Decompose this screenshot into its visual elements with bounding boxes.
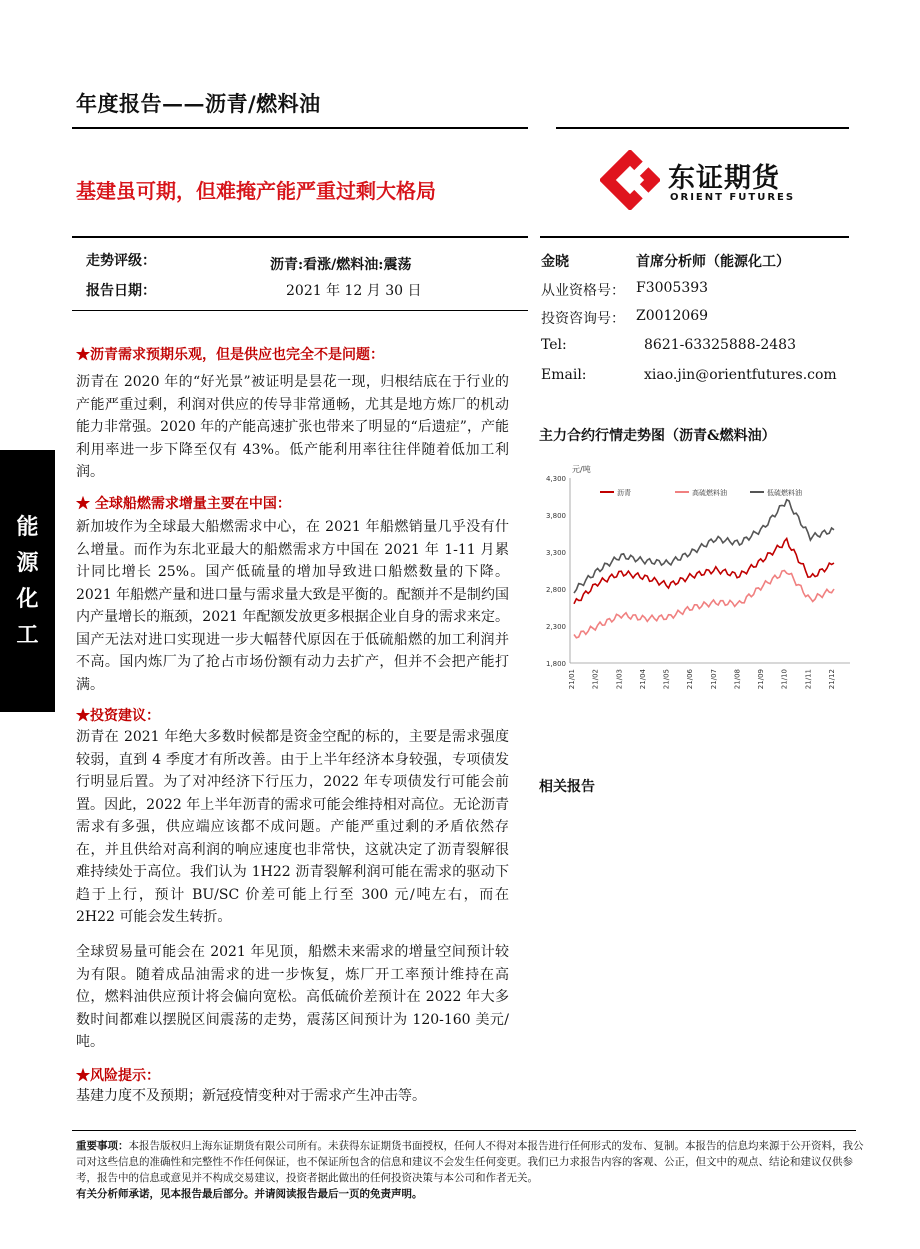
tel-value: 8621-63325888-2483 (644, 337, 796, 353)
y-tick-label: 1,800 (545, 660, 566, 668)
y-tick-label: 2,800 (545, 586, 566, 594)
header-rule-left (72, 127, 528, 129)
email-label: Email: (541, 367, 587, 383)
section-3-body-2: 全球贸易量可能会在 2021 年见顶，船燃未来需求的增量空间预计较为有限。随着成品油需求的进一步恢复，炼厂开工率预计维持在高位，燃料油供应预计将会偏向宽松。高低硫价差预计在 2022 年大多数时间都难以摆脱区间震荡的走势，震荡区间预计为 120-160 美元/吨。 (76, 944, 509, 1050)
license-label: 从业资格号： (541, 283, 625, 299)
x-tick-label: 21/10 (780, 669, 789, 690)
x-tick-label: 21/07 (709, 669, 718, 690)
date-value: 2021 年 12 月 30 日 (286, 283, 422, 299)
report-type: 年度报告——沥青/燃料油 (76, 91, 321, 116)
tel-label: Tel: (541, 337, 567, 353)
x-tick-label: 21/12 (828, 669, 836, 690)
series-line-2 (574, 571, 834, 638)
consult-label: 投资咨询号： (541, 311, 625, 327)
price-chart (530, 458, 860, 698)
disclaimer-label: 重要事项： (76, 1140, 129, 1152)
x-tick-label: 21/03 (615, 669, 624, 690)
section-4-heading: ★风险提示： (76, 1068, 160, 1084)
email-value: xiao.jin@orientfutures.com (644, 367, 837, 383)
y-unit-label: 元/吨 (572, 465, 591, 474)
x-tick-label: 21/09 (757, 669, 766, 690)
series-line-1 (574, 539, 834, 604)
price-chart-svg (530, 458, 860, 698)
x-tick-label: 21/08 (733, 669, 742, 690)
section-4-body: 基建力度不及预期；新冠疫情变种对于需求产生冲击等。 (76, 1088, 426, 1104)
side-tab-char: 源 (16, 550, 39, 576)
chart-title: 主力合约行情走势图（沥青&燃料油） (539, 428, 776, 444)
series-line-3 (574, 500, 834, 593)
rating-value: 沥青:看涨/燃料油:震荡 (270, 257, 412, 273)
x-tick-label: 21/05 (662, 669, 671, 690)
meta-rule-right (540, 236, 849, 238)
side-tab-char: 能 (16, 514, 39, 540)
meta-rule-bottom (72, 310, 528, 311)
sector-side-tab (0, 450, 55, 712)
disclaimer-last-line: 有关分析师承诺，见本报告最后部分。并请阅读报告最后一页的免责声明。 (76, 1188, 423, 1200)
x-tick-label: 21/06 (686, 669, 695, 690)
logo-cn-text: 东证期货 (668, 163, 780, 194)
logo-mark-icon (600, 150, 660, 210)
y-tick-label: 2,300 (545, 623, 566, 631)
side-tab-char: 工 (16, 622, 39, 648)
y-tick-label: 3,300 (545, 549, 566, 557)
side-tab-char: 化 (16, 586, 39, 612)
section-1-heading: ★沥青需求预期乐观，但是供应也完全不是问题： (76, 347, 384, 363)
analyst-title: 首席分析师（能源化工） (636, 254, 790, 270)
logo-en-text: ORIENT FUTURES (670, 192, 796, 203)
legend-label: 高硫燃料油 (692, 489, 727, 497)
disclaimer (76, 1138, 866, 1202)
meta-rule-left (72, 236, 528, 238)
date-label: 报告日期： (86, 283, 156, 299)
rating-label: 走势评级： (86, 253, 156, 269)
header-rule-right (556, 127, 849, 129)
x-tick-label: 21/04 (638, 669, 647, 690)
x-tick-label: 21/11 (804, 669, 813, 690)
license-value: F3005393 (636, 280, 709, 296)
related-reports-heading: 相关报告 (539, 779, 595, 795)
headline: 基建虽可期，但难掩产能严重过剩大格局 (76, 179, 436, 203)
legend-label: 低硫燃料油 (767, 489, 802, 497)
section-2-body: 新加坡作为全球最大船燃需求中心，在 2021 年船燃销量几乎没有什么增量。而作为东北亚最大的船燃需求方中国在 2021 年 1-11 月累计同比增长 25%。国产低硫量的增加导致进口船燃数量的下降。2021 年船燃产量和进口量与需求量大致是平衡的。配额并不是制约国内产量增长的瓶颈，2021 年配额发放更多根据企业自身的需求来定。国产无法对进口实现进一步大幅替代原因在于低硫船燃的加工利润并不高。国内炼厂为了抢占市场份额有动力去扩产，但并不会把产能打满。 (76, 519, 509, 693)
x-tick-label: 21/01 (568, 669, 576, 690)
disclaimer-text: 本报告版权归上海东证期货有限公司所有。未获得东证期货书面授权，任何人不得对本报告进行任何形式的发布、复制。本报告的信息均来源于公开资料，我公司对这些信息的准确性和完整性不作任何保证，也不保证所包含的信息和建议不会发生任何变更。我们已力求报告内容的客观、公正，但文中的观点、结论和建议仅供参考，报告中的信息或意见并不构成交易建议，投资者据此做出的任何投资决策与本公司和作者无关。 (76, 1140, 864, 1184)
section-3-body-1: 沥青在 2021 年绝大多数时候都是资金空配的标的，主要是需求强度较弱，直到 4 季度才有所改善。由于上半年经济本身较强，专项债发行明显后置。为了对冲经济下行压力，2022 年专项债发行可能会前置。因此，2022 年上半年沥青的需求可能会维持相对高位。无论沥青需求有多强，供应端应该都不成问题。产能严重过剩的矛盾依然存在，并且供给对高利润的响应速度也非常快，这就决定了沥青裂解很难持续处于高位。我们认为 1H22 沥青裂解利润可能在需求的驱动下趋于上行，预计 BU/SC 价差可能上行至 300 元/吨左右，而在 2H22 可能会发生转折。 (76, 729, 509, 925)
legend-label: 沥青 (617, 489, 631, 497)
section-1-body: 沥青在 2020 年的“好光景”被证明是昙花一现，归根结底在于行业的产能严重过剩，利润对供应的传导非常通畅，尤其是地方炼厂的机动能力非常强。2020 年的产能高速扩张也带来了明显的“后遗症”，产能利用率进一步下降至仅有 43%。低产能利用率往往伴随着低加工利润。 (76, 374, 509, 480)
section-3-heading: ★投资建议： (76, 708, 160, 724)
section-2-heading: ★ 全球船燃需求增量主要在中国： (76, 496, 291, 512)
x-tick-label: 21/02 (591, 669, 600, 690)
footer-rule (72, 1130, 856, 1131)
y-tick-label: 4,300 (545, 475, 566, 483)
y-tick-label: 3,800 (545, 512, 566, 520)
consult-value: Z0012069 (636, 308, 709, 324)
company-logo (600, 150, 800, 212)
analyst-name: 金晓 (541, 254, 569, 270)
